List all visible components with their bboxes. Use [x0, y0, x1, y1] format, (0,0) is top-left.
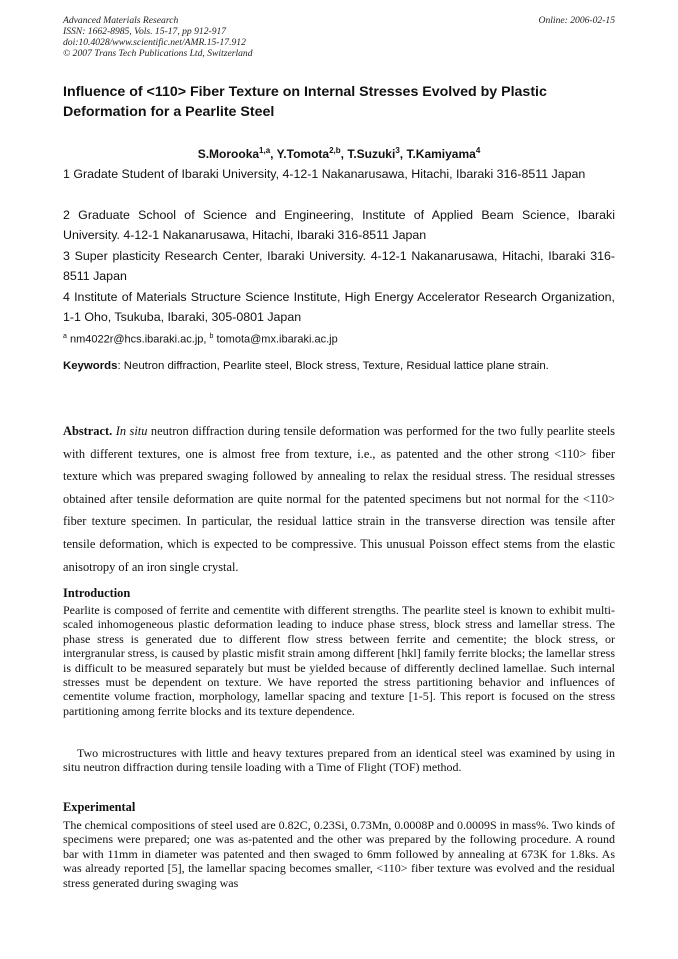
author-affil-sup: 1,a: [259, 146, 271, 155]
copyright-line: © 2007 Trans Tech Publications Ltd, Switzerland: [63, 48, 253, 59]
keywords: [63, 360, 615, 372]
email-b-sup: b: [209, 333, 214, 340]
email-a: nm4022r@hcs.ibaraki.ac.jp,: [66, 333, 210, 346]
keywords-label: Keywords: [63, 360, 118, 372]
author-emails: [63, 333, 615, 346]
author-separator: ,: [399, 147, 407, 161]
author-separator: ,: [340, 147, 348, 161]
author-name: Y.Tomota: [276, 147, 330, 161]
author-affil-sup: 4: [475, 146, 481, 155]
keywords-text: : Neutron diffraction, Pearlite steel, Block stress, Texture, Residual lattice plane strain.: [117, 360, 549, 372]
journal-header: [63, 15, 615, 59]
paper-title: Influence of <110> Fiber Texture on Internal Stresses Evolved by Plastic Deformation for a Pearlite Steel: [63, 84, 547, 120]
author-name: S.Morooka: [197, 147, 260, 161]
introduction-paragraph-1: Pearlite is composed of ferrite and cementite with different strengths. The pearlite steel is known to exhibit multi-scaled inhomogeneous plastic deformation leading to induce phase stress, block stress and lamellar stress. The phase stress is generated due to different flow stress between ferrite and cementite; the block stress, or intergranular stress, is caused by plastic misfit strain among different [hkl] family ferrite blocks; the lamellar stress is difficult to be measured separately but must be yielded because of differently declined lamellae. Such internal stresses must be dependent on texture. We have reported the stress partitioning behavior and influences of cementite volume fraction, morphology, lamellar spacing and texture [1-5]. This report is focused on the stress partitioning among ferrite blocks and its texture dependence.: [63, 603, 615, 718]
affiliation-1: 1 Gradate Student of Ibaraki University, 4-12-1 Nakanarusawa, Hitachi, Ibaraki 316-8511 Japan: [63, 167, 586, 181]
affiliation-4: 4 Institute of Materials Structure Science Institute, High Energy Accelerator Research Organization, 1-1 Oho, Tsukuba, Ibaraki, 305-0801 Japan: [63, 290, 615, 324]
author-separator: ,: [270, 147, 277, 161]
author-list: [63, 146, 615, 161]
email-b: tomota@mx.ibaraki.ac.jp: [213, 333, 338, 346]
issn-line: ISSN: 1662-8985, Vols. 15-17, pp 912-917: [63, 26, 227, 37]
email-a-sup: a: [63, 333, 67, 340]
author-name: T.Suzuki: [347, 147, 396, 161]
abstract-text: neutron diffraction during tensile deformation was performed for the two fully pearlite steels with different textures, one is almost free from texture, i.e., as patented and the other strong <110> fiber texture which was prepared swaging followed by annealing to relax the residual stress. The residual stresses obtained after tensile deformation are quite normal for the patented specimens but not normal for the <110> fiber texture specimen. In particular, the residual lattice strain in the transverse direction was tensile after tensile deformation, which is expected to be compressive. This unusual Poisson effect stems from the elastic anisotropy of an iron single crystal.: [63, 424, 615, 574]
author-name: T.Kamiyama: [406, 147, 476, 161]
author-affil-sup: 3: [395, 146, 400, 155]
online-date: Online: 2006-02-15: [538, 15, 615, 26]
doi-line: doi:10.4028/www.scientific.net/AMR.15-17.912: [63, 37, 246, 48]
affiliation-3: 3 Super plasticity Research Center, Ibaraki University. 4-12-1 Nakanarusawa, Hitachi, Ibaraki 316-8511 Japan: [63, 249, 615, 283]
author-affil-sup: 2,b: [329, 146, 341, 155]
experimental-heading: Experimental: [63, 800, 136, 814]
introduction-paragraph-2: Two microstructures with little and heavy textures prepared from an identical steel was examined by using in situ neutron diffraction during tensile loading with a Time of Flight (TOF) method.: [63, 746, 615, 775]
abstract-lead-italic: In situ: [115, 424, 148, 438]
abstract-label: Abstract.: [63, 424, 113, 438]
affiliation-2: 2 Graduate School of Science and Engineering, Institute of Applied Beam Science, Ibaraki University. 4-12-1 Nakanarusawa, Hitachi, Ibaraki 316-8511 Japan: [63, 208, 615, 242]
journal-name: Advanced Materials Research: [63, 15, 179, 26]
abstract: [63, 420, 615, 578]
introduction-heading: Introduction: [63, 586, 131, 600]
experimental-paragraph-1: The chemical compositions of steel used are 0.82C, 0.23Si, 0.73Mn, 0.0008P and 0.0009S in mass%. Two kinds of specimens were prepared; one was as-patented and the other was prepared by the following procedure. A round bar with 11mm in diameter was patented and then swaged to 6mm followed by annealing at 673K for 1.8ks. As was already reported [5], the lamellar spacing becomes smaller, <110> fiber texture was evolved and the residual stress generated during swaging was: [63, 818, 615, 890]
